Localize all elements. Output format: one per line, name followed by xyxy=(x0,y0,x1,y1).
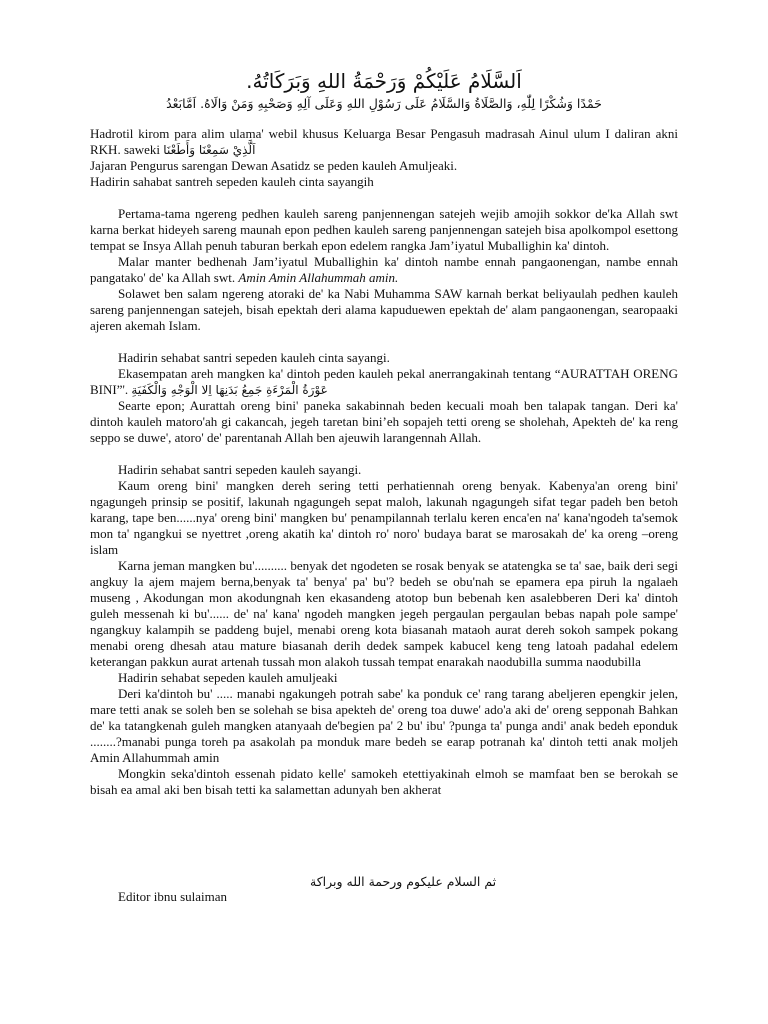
amin-phrase: Amin Amin Allahummah amin. xyxy=(238,270,399,285)
aurat-paragraph-1 xyxy=(90,366,678,398)
editor-credit: Editor ibnu sulaiman xyxy=(118,889,228,904)
main-greeting: Hadirin sehabat santri sepeden kauleh sayangi. xyxy=(118,462,362,477)
opening-paragraph-1: Pertama-tama ngereng pedhen kauleh sareng panjennengan satejeh wejib amojih sokkor de'ka Allah swt karna berkat hideyeh sareng maunah epon pedhen kauleh sareng panjennengan satejeh bisa apolkompol esettong tempat se Insya Allah penuh taburan berkah epon edelem rangka Jam’iyatul Muballighin ka' dintoh. xyxy=(90,206,678,253)
speech-body xyxy=(90,126,678,798)
arabic-aurat-quote: عَوْرَةُ الْمَرْءَةِ جَمِعُ بَدَنِهَا اِلا الْوَجْهِ وَالْكَفَيَةِ xyxy=(131,383,328,397)
main-paragraph-3: Deri ka'dintoh bu' ..... manabi ngakungeh potrah sabe' ka ponduk ce' rang tarang abeljeren epengkir jelen, mare tetti anak se soleh ben se solehah se bisa apekteh de' oreng toa duwe' ado'a aki de' oreng sepponah Bahkan de' ka tatangkenah guleh mangken atanyaah de'begien pa' 2 bu' ibu' ?punga ta' punga andi' anak bedeh eponduk ........?manabi punga toreh pa asakolah pa monduk mare bedeh se earap potranah ka' dintoh tetti anak moljeh Amin Allahummah amin xyxy=(90,686,678,765)
aurat-greeting: Hadirin sehabat santri sepeden kauleh cinta sayangi. xyxy=(118,350,390,365)
opening-paragraph-3: Solawet ben salam ngereng atoraki de' ka Nabi Muhamma SAW karnah berkat beliyaulah pedhen kauleh sareng panjennengan satejeh, bisah epektah deri alama kapuduewen epektah de' alam pangaonengan, searopaaki ajeren akemah Islam. xyxy=(90,286,678,333)
greeting-line-3: Hadirin sahabat santreh sepeden kauleh cinta sayangih xyxy=(90,174,374,189)
main-paragraph-4: Mongkin seka'dintoh essenah pidato kelle' samokeh etettiyakinah elmoh se mamfaat ben se berokah se bisah ea amal aki ben bisah tetti ka salamettan adunyah ben akherat xyxy=(90,766,678,797)
main-paragraph-1: Kaum oreng bini' mangken dereh sering tetti perhatiennah oreng benyak. Kabenya'an oreng bini' ngagungeh prinsip se positif, lakunah ngagungeh sepat maloh, lakunah ngagungeh sifat tegar padeh ben betoh karang, tape ben......nya' oreng bini' mangken bu' penampilannah terlalu keren enca'en na' kana'ngodeh ta'semok mon ta' ngangkui se nyettret ,oreng akatih ka' dintoh ro' noro' budaya barat se marosakah de' ka oreng –oreng islam xyxy=(90,478,678,557)
greeting-line-1 xyxy=(90,126,678,158)
arabic-inline-phrase: اَلَّذِيْ سَمِعْنَا وَأَطَعْنَا xyxy=(163,143,256,157)
greeting-line-2: Jajaran Pengurus sarengan Dewan Asatidz se peden kauleh Amuljeaki. xyxy=(90,158,458,173)
aurat-paragraph-2: Searte epon; Aurattah oreng bini' paneka sakabinnah beden kecuali moah ben talapak tangan. Deri ka' dintoh kauleh matoro'ah gi cakancah, jegeh taretan bini’eh sopajeh tetti oreng se sholehah, Apekteh de' ka reng seppo se duwe', atoro' de' parentanah Allah ben ajeuwih larangennah Allah. xyxy=(90,398,678,445)
arabic-salam-heading: اَلسَّلَامُ عَلَيْكُمْ وَرَحْمَةُ اللهِ وَبَرَكَاتُهُ. xyxy=(246,69,522,93)
main-paragraph-2: Karna jeman mangken bu'.......... benyak det ngodeten se rosak benyak se atatengka se ta' sae, baik deri segi angkuy la ajem majem berna,benyak ta' benya' pa' bu'? bedeh se obu'nah se epamera epa piruh la ngalaeh museng , Akodungan mon akodungnah ken ekasandeng atotop bun bebenah ken asalebberen Deri ka' dintoh guleh messenah ki bu'...... de' na' kana' ngodeh mangken jegeh pergaulan pergaulan bebas napah pole sampe' ngangkuy kalampih se paddeng bujel, menabi oreng kota biasanah mataoh aurat dereh sokoh sampek pokang menabi oreng dhesah atau mature biasanah derih dedek sampek kabucel keng teng latoah padahal edelem keterangan pakkun aurat artenah tussah mon alakoh tussah tempat enarakah naodubilla summa naodubilla xyxy=(90,558,678,669)
opening-paragraph-2 xyxy=(90,254,678,286)
opening-paragraph-2-text: Malar manter bedhenah Jam’iyatul Muballighin ka' dintoh nambe ennah pangaonengan, nambe ennah pangatako' de' ka Allah swt. xyxy=(90,254,678,285)
greeting-text: Hadrotil kirom para alim ulama' webil khusus Keluarga Besar Pengasuh madrasah Ainul ulum I daliran akni RKH. saweki xyxy=(90,126,678,157)
arabic-hamdalah-line: حَمْدًا وَشُكْرًا لِلّٰهِ، وَالصَّلَاةُ وَالسَّلَامُ عَلَى رَسُوْلِ اللهِ وَعَلَى آلِهِ وَصَحْبِهِ وَمَنْ وَالَاهُ. اَمَّابَعْدُ xyxy=(166,96,602,111)
aurat-paragraph-1-text: Ekasempatan areh mangken ka' dintoh peden kauleh pekal anerrangakinah tentang “AURATTAH ORENG BINI”'. xyxy=(90,366,678,397)
arabic-closing-salam: ثم السلام عليكوم ورحمة الله وبراكة xyxy=(310,874,497,889)
main-greeting-2: Hadirin sehabat sepeden kauleh amuljeaki xyxy=(118,670,338,685)
